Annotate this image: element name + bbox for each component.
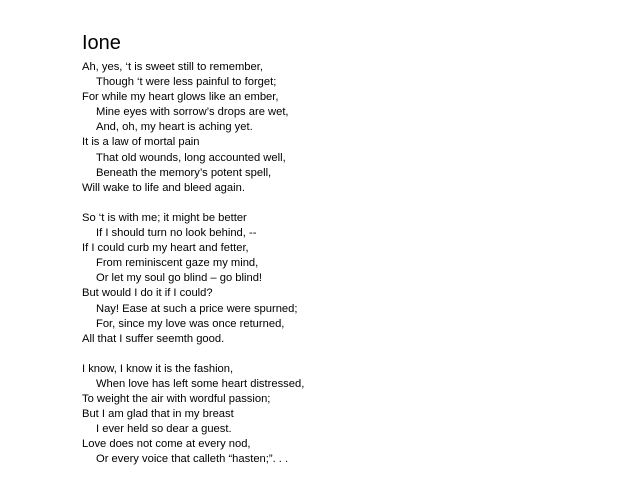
poem-line: To weight the air with wordful passion; bbox=[82, 393, 271, 406]
stanza-gap bbox=[82, 196, 602, 211]
poem-line: If I should turn no look behind, -- bbox=[96, 227, 257, 240]
poem-line: For, since my love was once returned, bbox=[96, 317, 285, 330]
poem-line: From reminiscent gaze my mind, bbox=[96, 257, 259, 270]
poem-line: That old wounds, long accounted well, bbox=[96, 151, 286, 164]
stanza bbox=[82, 211, 602, 347]
poem-line: Or every voice that calleth “hasten;”. . . bbox=[96, 453, 289, 466]
poem-line: I know, I know it is the fashion, bbox=[82, 362, 234, 375]
stanza bbox=[82, 60, 602, 196]
poem-line: Though ‘t were less painful to forget; bbox=[96, 76, 277, 89]
poem-line: Or let my soul go blind – go blind! bbox=[96, 272, 263, 285]
poem-line: When love has left some heart distressed, bbox=[96, 377, 305, 390]
poem-line: Ah, yes, ‘t is sweet still to remember, bbox=[82, 61, 263, 73]
poem-line: Beneath the memory’s potent spell, bbox=[96, 166, 272, 179]
poem-line: But would I do it if I could? bbox=[82, 287, 213, 300]
stanza-gap bbox=[82, 347, 602, 362]
poem-line: Mine eyes with sorrow’s drops are wet, bbox=[96, 106, 289, 119]
poem-line: Nay! Ease at such a price were spurned; bbox=[96, 302, 298, 315]
poem-line: It is a law of mortal pain bbox=[82, 136, 200, 149]
poem-line: Love does not come at every nod, bbox=[82, 438, 251, 451]
poem-line: And, oh, my heart is aching yet. bbox=[96, 121, 253, 134]
poem-title: Ione bbox=[82, 32, 121, 54]
poem-line: For while my heart glows like an ember, bbox=[82, 91, 279, 104]
poem-line: So ‘t is with me; it might be better bbox=[82, 211, 247, 224]
poem-line: All that I suffer seemth good. bbox=[82, 332, 225, 345]
poem-line: I ever held so dear a guest. bbox=[96, 423, 232, 436]
stanza bbox=[82, 362, 602, 468]
poem-line: But I am glad that in my breast bbox=[82, 408, 234, 421]
poem-body bbox=[82, 60, 602, 468]
poem-line: Will wake to life and bleed again. bbox=[82, 181, 245, 194]
poem-line: If I could curb my heart and fetter, bbox=[82, 242, 249, 255]
